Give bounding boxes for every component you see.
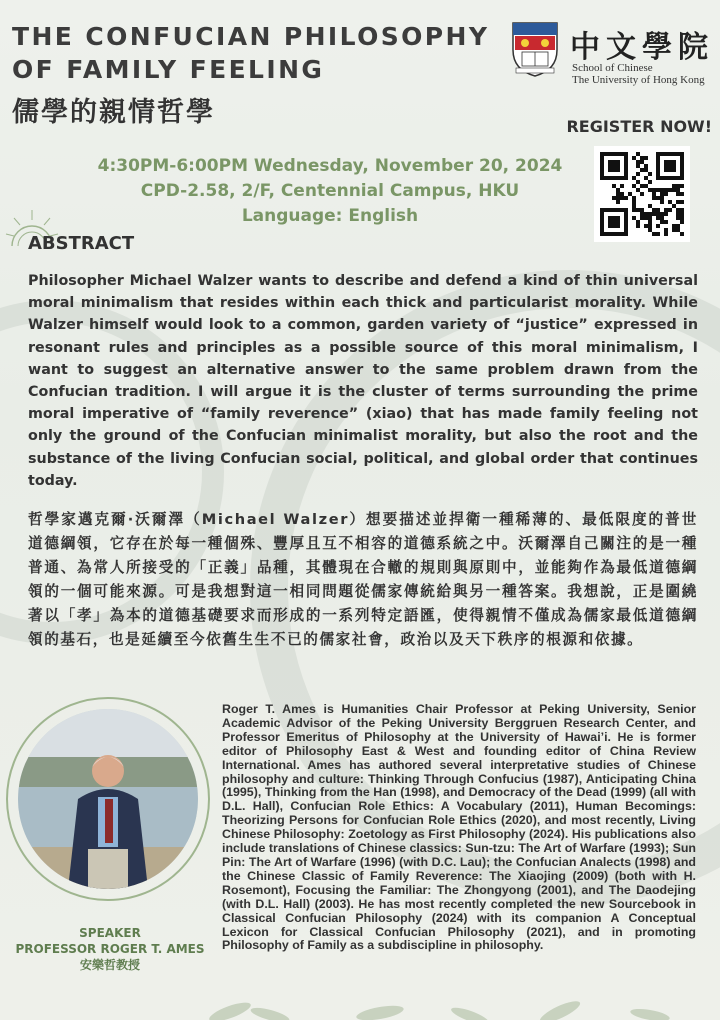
title-line-1: THE CONFUCIAN PHILOSOPHY xyxy=(12,22,490,51)
title-english xyxy=(12,20,512,86)
event-datetime: 4:30PM-6:00PM Wednesday, November 20, 2024 xyxy=(97,156,563,176)
speaker-photo xyxy=(18,709,198,889)
qr-code-icon[interactable] xyxy=(594,146,690,242)
logo-english-line-2: The University of Hong Kong xyxy=(572,74,705,86)
abstract-english: Philosopher Michael Walzer wants to describe and defend a kind of thin universal moral minimalism that resides within each thick and particularist morality. While Walzer himself would look to a common, garden variety of “justice” expressed in resonant rules and principles as a possible source of this moral minimalism, I want to suggest an alternative answer to the same problem drawn from the Confucian tradition. I will argue it is the cluster of terms surrounding the prime moral imperative of “family reverence” (xiao) that has made family feeling not only the ground of the Confucian minimalist morality, but also the root and the substance of the living Confucian social, political, and global order that continues today. xyxy=(28,273,698,489)
abstract-heading: ABSTRACT xyxy=(28,233,135,254)
hku-crest-icon xyxy=(510,20,560,78)
event-details xyxy=(70,154,590,229)
speaker-label: SPEAKER xyxy=(79,926,141,940)
event-language: Language: English xyxy=(241,206,419,226)
register-now-label: REGISTER NOW! xyxy=(566,117,712,136)
event-venue: CPD-2.58, 2/F, Centennial Campus, HKU xyxy=(140,181,520,201)
title-line-2: OF FAMILY FEELING xyxy=(12,55,325,84)
speaker-name-chinese: 安樂哲教授 xyxy=(79,958,140,972)
speaker-name-english: PROFESSOR ROGER T. AMES xyxy=(15,942,205,956)
logo-chinese-text: 中文學院 xyxy=(570,30,714,65)
title-chinese: 儒學的親情哲學 xyxy=(12,97,215,128)
logo-english-line-1: School of Chinese xyxy=(572,62,653,74)
abstract-chinese: 哲學家邁克爾·沃爾澤（Michael Walzer）想要描述並捍衛一種稀薄的、最低限度的普世道德綱領，它存在於每一種個殊、豐厚且互不相容的道德系統之中。沃爾澤自己關注的是一種普通、為常人所接受的「正義」品種，其體現在合轍的規則與原則中，並能夠作為最低道德綱領的一個可能來源。可是我想對這一相同問題從儒家傳統給與另一種答案。我想說，正是圍繞著以「孝」為本的道德基礎要求而形成的一系列特定語匯，使得親情不僅成為儒家最低道德綱領的基石，也是延續至今依舊生生不已的儒家社會，政治以及天下秩序的根源和依據。 xyxy=(28,511,698,648)
leaf-decoration-icon xyxy=(0,960,720,1020)
speaker-bio: Roger T. Ames is Humanities Chair Professor at Peking University, Senior Academic Advisor of the Peking University Berggruen Research Center, and Professor Emeritus of Philosophy at the University of Hawai’i. He is former editor of Philosophy East & West and founding editor of China Review International. Ames has authored several interpretative studies of Chinese philosophy and culture: Thinking Through Confucius (1987), Anticipating China (1995), Thinking from the Han (1998), and Democracy of the Dead (1999) (all with D.L. Hall), Confucian Role Ethics: A Vocabulary (2011), Human Becomings: Theorizing Persons for Confucian Role Ethics (2020), and most recently, Living Chinese Philosophy: Zoetology as First Philosophy (2024). His publications also include translations of Chinese classics: Sun-tzu: The Art of Warfare (1993); Sun Pin: The Art of Warfare (1996) (with D.C. Lau); the Confucian Analects (1998) and the Chinese Classic of Family Reverence: The Xiaojing (2009) (both with H. Rosemont), Focusing the Familiar: The Zhongyong (2001), and The Daodejing (with D.L. Hall) (2003). He has most recently completed the new Sourcebook in Classical Confucian Philosophy (2024) with its companion A Conceptual Lexicon for Classical Confucian Philosophy (2021), and in promoting Philosophy of Family as a subdiscipline in philosophy. xyxy=(222,702,696,953)
school-logo xyxy=(510,18,715,88)
